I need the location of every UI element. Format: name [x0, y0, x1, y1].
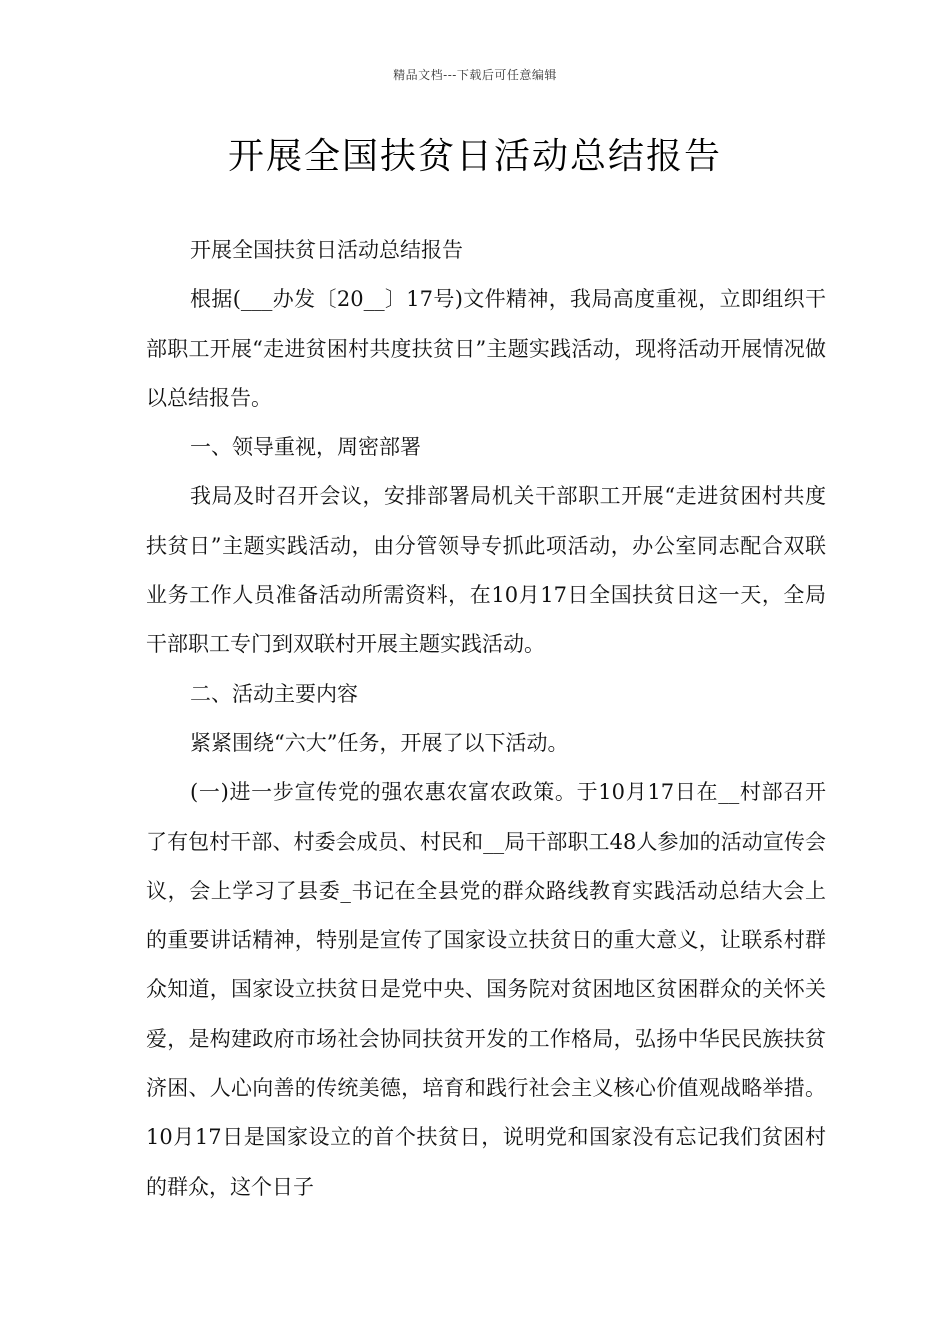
paragraph-subtitle: 开展全国扶贫日活动总结报告: [190, 238, 463, 262]
header-note: 精品文档---下载后可任意编辑: [393, 68, 557, 82]
document-title: 开展全国扶贫日活动总结报告: [227, 136, 722, 177]
paragraph-section-2-lead: 紧紧围绕“六大”任务，开展了以下活动。: [190, 730, 569, 755]
paragraph-intro: 根据(___办发〔20__〕17号)文件精神，我局高度重视，立即组织干部职工开展“走进贫困村共度扶贫日”主题实践活动，现将活动开展情况做以总结报告。: [146, 287, 826, 410]
section-heading-1: 一、领导重视，周密部署: [190, 435, 421, 460]
paragraph-item-1: (一)进一步宣传党的强农惠农富农政策。于10月17日在__村部召开了有包村干部、村委会成员、村民和__局干部职工48人参加的活动宣传会议，会上学习了县委_书记在全县党的群众路线教育实践活动总结大会上的重要讲话精神，特别是宣传了国家设立扶贫日的重大意义，让联系村群众知道，国家设立扶贫日是党中央、国务院对贫困地区贫困群众的关怀关爱，是构建政府市场社会协同扶贫开发的工作格局，弘扬中华民民族扶贫济困、人心向善的传统美德，培育和践行社会主义核心价值观战略举措。10月17日是国家设立的首个扶贫日，说明党和国家没有忘记我们贫困村的群众，这个日子: [146, 780, 826, 1199]
section-heading-2: 二、活动主要内容: [190, 681, 358, 706]
document-body: [146, 226, 826, 1212]
paragraph-section-1: 我局及时召开会议，安排部署局机关干部职工开展“走进贫困村共度扶贫日”主题实践活动，由分管领导专抓此项活动，办公室同志配合双联业务工作人员准备活动所需资料，在10月17日全国扶贫日这一天，全局干部职工专门到双联村开展主题实践活动。: [146, 484, 826, 657]
